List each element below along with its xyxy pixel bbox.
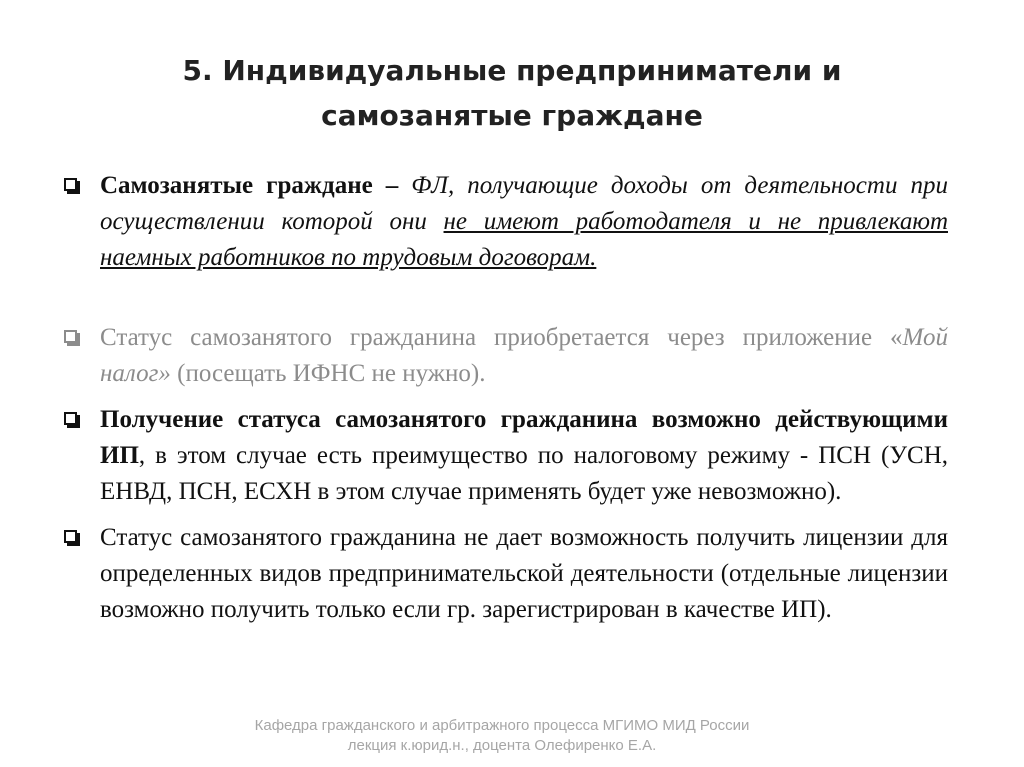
checkbox-bullet-icon (64, 530, 77, 543)
definition-text: ФЛ, получающие доходы от деятельности при осуществлении которой они (100, 172, 948, 235)
app-name: Мой налог» (100, 324, 948, 387)
footer-line-1: Кафедра гражданского и арбитражного процесса МГИМО МИД России (254, 717, 750, 734)
term-self-employed: Самозанятые граждане – (100, 172, 399, 199)
status-app-text-start: Статус самозанятого гражданина приобретается через приложение « (100, 324, 903, 351)
bullet-status-via-app (62, 320, 948, 392)
slide-title-line-1: 5. Индивидуальные предприниматели и (182, 54, 842, 87)
bullet-ip-status (62, 402, 948, 510)
definition-underlined-text: не имеют работодателя и не привлекают наемных работников по трудовым договорам. (100, 208, 948, 271)
footer-line-2: лекция к.юрид.н., доцента Олефиренко Е.А. (347, 737, 657, 754)
slide-title (90, 48, 934, 138)
checkbox-bullet-icon (64, 412, 77, 425)
ip-status-text: , в этом случае есть преимущество по налоговому режиму - ПСН (УСН, ЕНВД, ПСН, ЕСХН в этом случае применять будет уже невозможно). (100, 442, 948, 505)
ip-status-bold-text: Получение статуса самозанятого гражданина возможно действующими ИП (100, 406, 948, 469)
checkbox-bullet-icon (64, 178, 77, 191)
status-app-text-end: (посещать ИФНС не нужно). (170, 360, 486, 387)
footer (0, 716, 1004, 756)
licenses-text: Статус самозанятого гражданина не дает возможность получить лицензии для определенных видов предпринимательской деятельности (отдельные лицензии возможно получить только если гр. зарегистрирован в качестве ИП). (100, 524, 948, 623)
checkbox-bullet-icon (64, 330, 77, 343)
bullet-self-employed-definition (62, 168, 948, 276)
bullet-list (62, 168, 948, 628)
slide-title-line-2: самозанятые граждане (321, 99, 703, 132)
bullet-licenses (62, 520, 948, 628)
